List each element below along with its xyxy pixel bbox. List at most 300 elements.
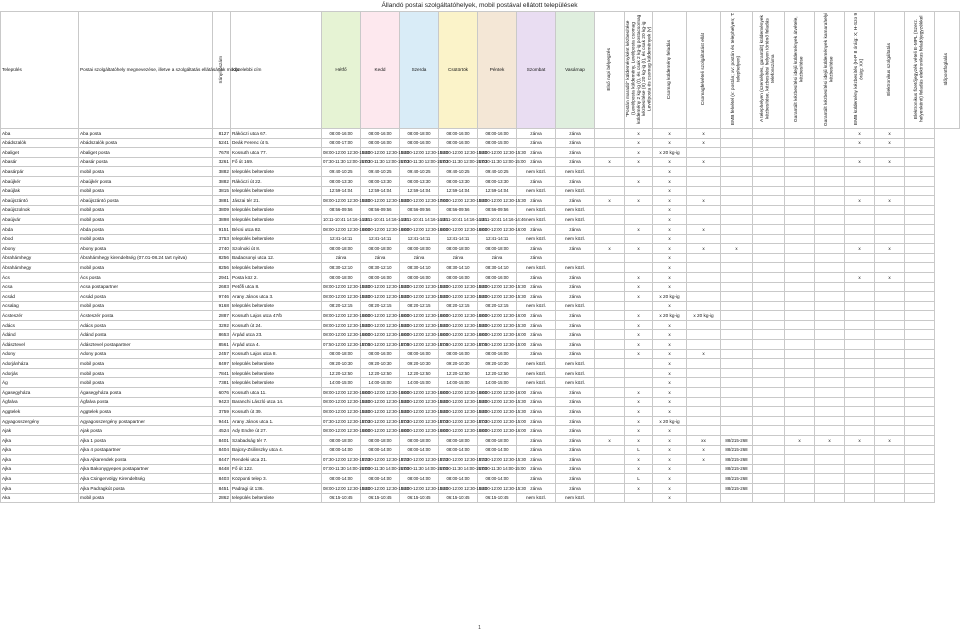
cell-k7 [785, 426, 815, 436]
cell-k7 [785, 388, 815, 398]
cell-telepules: Ajka [1, 464, 79, 474]
cell-csutortok: 08:00-12:00 12:30-16:00 [439, 311, 478, 321]
cell-k6 [753, 368, 785, 378]
cell-k6 [753, 483, 785, 493]
cell-k7 [785, 397, 815, 407]
table-row [1, 234, 960, 244]
cell-k3: x [653, 368, 687, 378]
cell-k2 [625, 186, 653, 196]
cell-pentek: 07:00-11:30 14:00-15:00 [478, 464, 517, 474]
cell-szerda: 08:00-12:00 12:30-16:00 [400, 224, 439, 234]
cell-k9 [845, 368, 875, 378]
cell-irsz: 8561 [213, 340, 231, 350]
cell-vasarnap [556, 253, 595, 263]
cell-telepules: Ádásztevel [1, 340, 79, 350]
cell-k9 [845, 320, 875, 330]
table-row [1, 244, 960, 254]
cell-hetfo: 08:00-12:00 12:30-15:30 [322, 282, 361, 292]
cell-k5 [721, 368, 753, 378]
cell-k4 [687, 282, 721, 292]
cell-cim: település belterülete [231, 359, 322, 369]
cell-k4 [687, 215, 721, 225]
cell-k5 [721, 263, 753, 273]
cell-irsz: 7381 [213, 378, 231, 388]
cell-csutortok: 08:20-12:15 [439, 301, 478, 311]
cell-k2 [625, 378, 653, 388]
cell-szerda: 12:20-12:50 [400, 368, 439, 378]
header-emb-feladas: EMB felvétel (v: postán; xv: postán és telephelyen; T: telephelyen) [721, 12, 753, 129]
cell-k1 [595, 378, 625, 388]
cell-vasarnap: zárva [556, 330, 595, 340]
cell-telepules: Adács [1, 320, 79, 330]
cell-k5: 88/215-268 [721, 455, 753, 465]
cell-k1 [595, 388, 625, 398]
cell-hely: Ádásztevel postapartner [79, 340, 213, 350]
cell-k11 [905, 292, 935, 302]
cell-k7 [785, 244, 815, 254]
cell-k4: x [687, 157, 721, 167]
cell-k4: x [687, 455, 721, 465]
header-pentek: Péntek [478, 12, 517, 129]
cell-szerda: 07:30-12:00 12:30-15:30 [400, 455, 439, 465]
header-csomag-feladas: Csomag küldemény feladás [653, 12, 687, 129]
cell-telepules: Abaújszolnok [1, 205, 79, 215]
cell-kedd: 08:00-12:00 12:30-15:30 [361, 320, 400, 330]
cell-k1 [595, 368, 625, 378]
cell-k6 [753, 176, 785, 186]
cell-k2: x [625, 455, 653, 465]
cell-kedd: 12:20-12:50 [361, 368, 400, 378]
cell-pentek: 08:00-12:00 12:30-15:30 [478, 292, 517, 302]
cell-k4 [687, 234, 721, 244]
cell-vasarnap: zárva [556, 436, 595, 446]
cell-pentek: 07:30-11:30 12:00-15:00 [478, 157, 517, 167]
cell-k3: x [653, 397, 687, 407]
cell-hely: Abaliget posta [79, 148, 213, 158]
cell-k9 [845, 263, 875, 273]
cell-k10 [875, 426, 905, 436]
cell-telepules: Acsalag [1, 301, 79, 311]
cell-vasarnap: nem közl. [556, 205, 595, 215]
cell-hetfo: 08:00-14:00 [322, 445, 361, 455]
cell-k2: x [625, 292, 653, 302]
cell-k7 [785, 129, 815, 139]
cell-szerda: 14:00-15:00 [400, 378, 439, 388]
cell-hetfo: 07:50-12:00 12:30-15:00 [322, 340, 361, 350]
cell-telepules: Ajka [1, 483, 79, 493]
cell-irsz: 3898 [213, 215, 231, 225]
cell-irsz: 5241 [213, 138, 231, 148]
cell-kedd: 08:00-12:00 12:30-16:00 [361, 426, 400, 436]
table-row [1, 129, 960, 139]
cell-k1 [595, 311, 625, 321]
cell-telepules: Aggtelek [1, 407, 79, 417]
cell-irsz: 6076 [213, 388, 231, 398]
cell-k2 [625, 205, 653, 215]
cell-k4 [687, 378, 721, 388]
cell-k4: x [687, 129, 721, 139]
cell-kedd: 08:00-12:00 12:30-15:30 [361, 148, 400, 158]
header-telepules: Település [1, 12, 79, 129]
cell-kedd: 08:20-12:15 [361, 301, 400, 311]
cell-kedd: 07:30-11:30 12:00-15:00 [361, 157, 400, 167]
header-elso-napi: Első napi bélyegzés [595, 12, 625, 129]
cell-pentek: 08:00-14:00 [478, 474, 517, 484]
cell-hely: Ajak posta [79, 426, 213, 436]
cell-irsz: 3261 [213, 157, 231, 167]
cell-k10 [875, 368, 905, 378]
cell-k9 [845, 407, 875, 417]
cell-szerda: 08:20-12:15 [400, 301, 439, 311]
cell-cim: település belterülete [231, 234, 322, 244]
cell-csutortok: 08:00-12:00 12:30-16:00 [439, 330, 478, 340]
cell-szerda: 08:00-12:00 12:30-16:00 [400, 330, 439, 340]
cell-kedd: 08:00-13:30 [361, 176, 400, 186]
cell-szombat: nem közl. [517, 215, 556, 225]
cell-k6 [753, 464, 785, 474]
header-postan-marado: "Postán maradó" küldeményként kézbesítése (Levélposta küldemény, Levélposta csomag küldemény 2 kg-ig (I), és csak 2 kg-ig postacsomag kézbesítése (II) 20 kg-ig (I), és csak 20 kg-ig Levélposta és csomag küldemények (v) [625, 12, 653, 129]
cell-k9 [845, 215, 875, 225]
cell-hely: mobil posta [79, 493, 213, 503]
cell-telepules: Acsád [1, 292, 79, 302]
cell-k8 [815, 368, 845, 378]
cell-hely: mobil posta [79, 167, 213, 177]
cell-k11 [905, 474, 935, 484]
cell-vasarnap: zárva [556, 483, 595, 493]
cell-k9 [845, 455, 875, 465]
header-vasarnap: Vasárnap [556, 12, 595, 129]
cell-k4: x [687, 196, 721, 206]
cell-k1 [595, 253, 625, 263]
cell-k5 [721, 186, 753, 196]
cell-k9: x [845, 272, 875, 282]
cell-hely: Ajka Ajkarendek posta [79, 455, 213, 465]
cell-k5 [721, 311, 753, 321]
cell-szerda: 10:11-10:41 14:16-14:46 [400, 215, 439, 225]
cell-k4: xx [687, 436, 721, 446]
cell-vasarnap: zárva [556, 445, 595, 455]
cell-k1 [595, 292, 625, 302]
cell-k2 [625, 215, 653, 225]
cell-szombat: zárva [517, 253, 556, 263]
cell-k1 [595, 224, 625, 234]
cell-k6 [753, 301, 785, 311]
cell-telepules: Abasár [1, 157, 79, 167]
cell-hely: Ádánd posta [79, 330, 213, 340]
table-row [1, 388, 960, 398]
cell-vasarnap: nem közl. [556, 378, 595, 388]
cell-szerda: 09:40-10:25 [400, 167, 439, 177]
cell-k7 [785, 186, 815, 196]
cell-k5 [721, 167, 753, 177]
table-row [1, 340, 960, 350]
cell-k11 [905, 359, 935, 369]
cell-hely: Ábrahámhegy kirendeltség (07.01-08.24 tart nyitva) [79, 253, 213, 263]
cell-cim: Petőfi utca 8. [231, 282, 322, 292]
cell-k7 [785, 330, 815, 340]
cell-szerda: 06:15-10:45 [400, 493, 439, 503]
cell-k11 [905, 340, 935, 350]
cell-k9 [845, 483, 875, 493]
cell-k9 [845, 340, 875, 350]
cell-telepules: Abony [1, 244, 79, 254]
table-row [1, 474, 960, 484]
cell-szombat: nem közl. [517, 378, 556, 388]
cell-k6 [753, 378, 785, 388]
cell-cim: Központi telep 3. [231, 474, 322, 484]
cell-irsz: 3753 [213, 234, 231, 244]
cell-szerda: zárva [400, 253, 439, 263]
cell-k11 [905, 320, 935, 330]
cell-csutortok: 08:00-16:00 [439, 349, 478, 359]
cell-irsz: 2683 [213, 282, 231, 292]
cell-szombat: nem közl. [517, 263, 556, 273]
cell-vasarnap: zárva [556, 349, 595, 359]
cell-szerda: 08:00-12:00 12:30-15:30 [400, 148, 439, 158]
cell-kedd: 07:30-12:00 12:30-15:00 [361, 416, 400, 426]
cell-k4 [687, 186, 721, 196]
cell-k11 [905, 167, 935, 177]
cell-k9 [845, 493, 875, 503]
cell-csutortok: zárva [439, 253, 478, 263]
cell-szombat: zárva [517, 282, 556, 292]
cell-telepules: Abaújkér [1, 176, 79, 186]
cell-k3: x 20 kg-ig [653, 148, 687, 158]
cell-irsz: 9746 [213, 292, 231, 302]
cell-k11 [905, 148, 935, 158]
cell-kedd: 08:00-14:00 [361, 474, 400, 484]
cell-k7 [785, 416, 815, 426]
cell-k4 [687, 388, 721, 398]
cell-k8 [815, 301, 845, 311]
cell-k8 [815, 205, 845, 215]
header-csomag-kiadas: Csomagfelvételi szolgáltatást ellát [687, 12, 721, 129]
cell-k8 [815, 311, 845, 321]
cell-k5 [721, 397, 753, 407]
cell-vasarnap: nem közl. [556, 167, 595, 177]
header-nyugdij: Elektronikus fizetőjegyzék vételi E-MPL (Szerz. helyenkénti) feladás elektronikus feladójegyzékkel [905, 12, 935, 129]
cell-k3: x [653, 282, 687, 292]
cell-hetfo: 10:11-10:41 14:16-14:46 [322, 215, 361, 225]
cell-pentek: 12:59-14:04 [478, 186, 517, 196]
cell-szombat: zárva [517, 340, 556, 350]
cell-irsz: 8447 [213, 455, 231, 465]
cell-k5: 88/215-268 [721, 474, 753, 484]
cell-cim: Rákóczi utca 67. [231, 129, 322, 139]
cell-vasarnap: zárva [556, 311, 595, 321]
cell-vasarnap: nem közl. [556, 368, 595, 378]
cell-k7 [785, 407, 815, 417]
cell-hely: Ágfalva posta [79, 397, 213, 407]
cell-hely: Abaújszántó posta [79, 196, 213, 206]
cell-k9 [845, 224, 875, 234]
table-row [1, 282, 960, 292]
cell-cim: Jászai tér 21. [231, 196, 322, 206]
cell-szombat: zárva [517, 416, 556, 426]
cell-vasarnap: zárva [556, 340, 595, 350]
cell-k2: L [625, 474, 653, 484]
cell-irsz: 2941 [213, 272, 231, 282]
cell-k6 [753, 493, 785, 503]
cell-hetfo: 14:00-15:00 [322, 378, 361, 388]
cell-telepules: Ábrahámhegy [1, 263, 79, 273]
cell-kedd: 08:00-12:00 12:30-15:30 [361, 196, 400, 206]
cell-vasarnap: nem közl. [556, 359, 595, 369]
cell-hetfo: 08:00-12:00 12:30-15:30 [322, 320, 361, 330]
cell-hely: mobil posta [79, 205, 213, 215]
cell-szombat: nem közl. [517, 368, 556, 378]
cell-vasarnap: zárva [556, 455, 595, 465]
header-szerda: Szerda [400, 12, 439, 129]
cell-k1 [595, 359, 625, 369]
cell-irsz: 8256 [213, 253, 231, 263]
cell-kedd: 12:59-14:04 [361, 186, 400, 196]
cell-k7 [785, 263, 815, 273]
cell-cim: Ady Endre út 27. [231, 426, 322, 436]
cell-k8 [815, 426, 845, 436]
cell-szerda: 08:00-18:00 [400, 129, 439, 139]
cell-k9 [845, 330, 875, 340]
cell-k10 [875, 186, 905, 196]
cell-szombat: zárva [517, 455, 556, 465]
cell-kedd: 09:40-10:25 [361, 167, 400, 177]
cell-csutortok: 08:00-12:00 12:30-16:00 [439, 388, 478, 398]
cell-k9 [845, 205, 875, 215]
cell-k11 [905, 378, 935, 388]
cell-k5 [721, 176, 753, 186]
cell-k8 [815, 359, 845, 369]
cell-k6 [753, 340, 785, 350]
table-row [1, 167, 960, 177]
cell-hetfo: 08:00-17:00 [322, 138, 361, 148]
cell-k10: x [875, 129, 905, 139]
cell-vasarnap: zárva [556, 407, 595, 417]
cell-telepules: Agyagosszergény [1, 416, 79, 426]
cell-cim: település belterülete [231, 167, 322, 177]
cell-k9 [845, 474, 875, 484]
cell-szombat: zárva [517, 474, 556, 484]
cell-k5 [721, 157, 753, 167]
cell-irsz: 7678 [213, 148, 231, 158]
cell-k9 [845, 464, 875, 474]
cell-k5 [721, 416, 753, 426]
cell-k8 [815, 196, 845, 206]
cell-k10: x [875, 138, 905, 148]
header-kedd: Kedd [361, 12, 400, 129]
cell-k7 [785, 378, 815, 388]
cell-k3: x [653, 388, 687, 398]
cell-k6 [753, 474, 785, 484]
cell-k3: x [653, 349, 687, 359]
cell-k8 [815, 445, 845, 455]
cell-k3: x 20 kg-ig [653, 292, 687, 302]
cell-k11 [905, 234, 935, 244]
cell-hetfo: 08:00-12:00 12:30-16:00 [322, 224, 361, 234]
cell-k11 [905, 416, 935, 426]
cell-szombat: zárva [517, 244, 556, 254]
cell-vasarnap: zárva [556, 176, 595, 186]
cell-hetfo: 08:00-12:00 12:30-16:00 [322, 388, 361, 398]
cell-pentek: 08:56-09:56 [478, 205, 517, 215]
cell-hetfo: 07:30-11:30 12:00-15:00 [322, 157, 361, 167]
cell-k1 [595, 474, 625, 484]
cell-szerda: 08:30-14:10 [400, 263, 439, 273]
cell-telepules: Abda [1, 224, 79, 234]
cell-kedd: 10:11-10:41 14:16-14:46 [361, 215, 400, 225]
cell-csutortok: 08:00-14:00 [439, 474, 478, 484]
cell-hetfo: 08:00-12:00 12:30-15:30 [322, 483, 361, 493]
cell-k6 [753, 426, 785, 436]
cell-csutortok: 08:00-12:00 12:30-15:30 [439, 397, 478, 407]
cell-szombat: zárva [517, 426, 556, 436]
header-emb-kezbesites: EMB küldemény kézbesítés (H-P 8 óráig: X; H-Szo 9 óráig: XX) [845, 12, 875, 129]
cell-k10 [875, 234, 905, 244]
cell-k11 [905, 368, 935, 378]
cell-k4 [687, 416, 721, 426]
cell-k9: x [845, 244, 875, 254]
cell-telepules: Ácsteszér [1, 311, 79, 321]
cell-k6 [753, 148, 785, 158]
cell-csutortok: 06:15-10:45 [439, 493, 478, 503]
cell-k2: x [625, 397, 653, 407]
cell-kedd: 08:00-12:00 12:30-15:30 [361, 397, 400, 407]
cell-hely: Ajka 4 postapartner [79, 445, 213, 455]
cell-cim: Kossuth Lajos utca 47/b [231, 311, 322, 321]
cell-hetfo: 06:15-10:45 [322, 493, 361, 503]
cell-k10 [875, 388, 905, 398]
cell-csutortok: 10:11-10:41 14:16-14:46 [439, 215, 478, 225]
cell-hely: Abádszalók posta [79, 138, 213, 148]
cell-k2: x [625, 320, 653, 330]
cell-k9 [845, 397, 875, 407]
cell-pentek: 08:00-15:00 [478, 138, 517, 148]
cell-pentek: 08:00-12:00 12:30-16:00 [478, 311, 517, 321]
cell-pentek: 08:00-18:00 [478, 244, 517, 254]
cell-k7 [785, 196, 815, 206]
cell-k4 [687, 493, 721, 503]
cell-szombat: nem közl. [517, 186, 556, 196]
cell-pentek: 08:00-12:00 12:30-15:30 [478, 196, 517, 206]
cell-k7 [785, 157, 815, 167]
cell-hetfo: 09:40-10:25 [322, 167, 361, 177]
cell-k11 [905, 129, 935, 139]
cell-hely: mobil posta [79, 263, 213, 273]
cell-k6 [753, 272, 785, 282]
cell-k1: x [595, 436, 625, 446]
cell-kedd: 08:00-16:00 [361, 138, 400, 148]
cell-hely: Abda posta [79, 224, 213, 234]
cell-hetfo: 08:00-12:00 12:30-16:00 [322, 311, 361, 321]
cell-cim: Deák Ferenc út 5. [231, 138, 322, 148]
cell-szombat: zárva [517, 388, 556, 398]
cell-k8 [815, 483, 845, 493]
cell-hely: Adács posta [79, 320, 213, 330]
cell-vasarnap: zárva [556, 157, 595, 167]
cell-k6 [753, 215, 785, 225]
cell-k1 [595, 129, 625, 139]
cell-vasarnap: zárva [556, 388, 595, 398]
cell-szerda: 08:00-12:00 12:30-15:30 [400, 292, 439, 302]
cell-k7 [785, 215, 815, 225]
cell-irsz: 8451 [213, 483, 231, 493]
cell-k7 [785, 292, 815, 302]
cell-k10 [875, 224, 905, 234]
cell-vasarnap: zárva [556, 292, 595, 302]
cell-k6 [753, 407, 785, 417]
cell-k2: x [625, 138, 653, 148]
page-number: 1 [478, 625, 481, 631]
cell-szombat: zárva [517, 157, 556, 167]
